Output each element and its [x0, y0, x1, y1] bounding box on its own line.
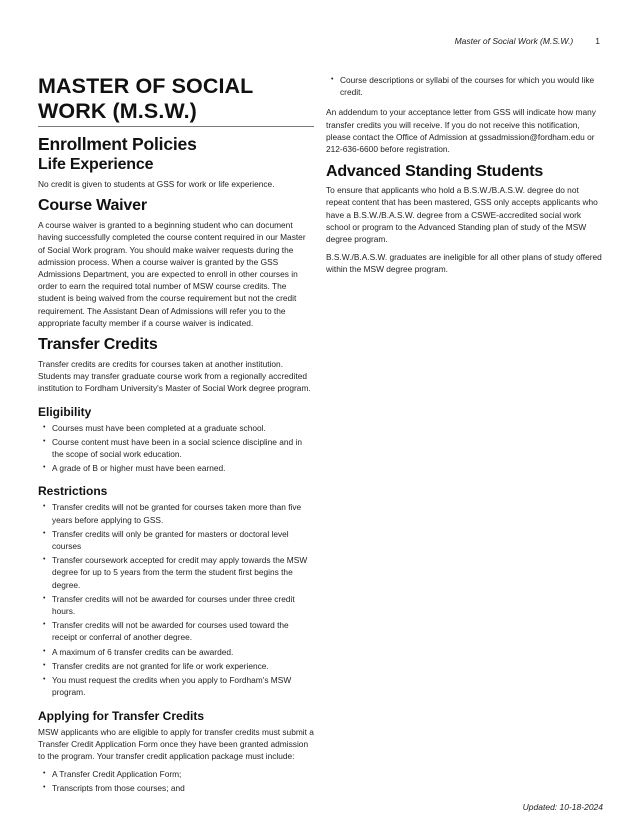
list-item: • Transcripts from those courses; and	[38, 782, 314, 794]
course-waiver-heading: Course Waiver	[38, 197, 147, 215]
list-item: • Courses must have been completed at a graduate school.	[38, 422, 314, 434]
restrictions-heading: Restrictions	[38, 484, 108, 499]
transfer-credits-text: Transfer credits are credits for courses taken at another institution. Students may transfer graduate course work from a regionally accredited institution to Fordham University's Master of Social Work degree program.	[38, 359, 311, 394]
list-item: • Course content must have been in a social science discipline and in the scope of social work education.	[38, 436, 314, 460]
course-waiver-text: A course waiver is granted to a beginning student who can document having successfully completed the course content required in our Master of Social Work program. You should make waiver requests during the admission process. When a course waiver is granted by the GSS Admissions Department, you are expected to enroll in other courses in order to earn the required total number of MSW course credits. The student is being waived from the course requirement but not the credit requirement. The Assistant Dean of Admissions will refer you to the appropriate faculty member if a course waiver is indicated.	[38, 220, 306, 328]
right-column	[326, 74, 602, 276]
running-title: Master of Social Work (M.S.W.)	[454, 36, 574, 46]
list-item: • Transfer credits are not granted for life or work experience.	[38, 660, 314, 672]
list-item: • Transfer credits will not be awarded for courses used toward the receipt or conferral of another degree.	[38, 619, 314, 643]
list-item: • A grade of B or higher must have been earned.	[38, 462, 314, 474]
application-package-list-continued	[326, 74, 602, 98]
life-experience-heading: Life Experience	[38, 156, 154, 173]
list-item: • Transfer credits will not be granted for courses taken more than five years before applying to GSS.	[38, 501, 314, 525]
enrollment-policies-heading: Enrollment Policies	[38, 134, 197, 154]
applying-heading: Applying for Transfer Credits	[38, 708, 205, 723]
transfer-credits-heading: Transfer Credits	[38, 336, 158, 354]
addendum-text: An addendum to your acceptance letter from GSS will indicate how many transfer credits you will receive. If you do not receive this notification, please contact the Office of Admission at gssadmission@fordham.edu or 212-636-6600 before registration.	[326, 107, 596, 155]
list-item: • A Transfer Credit Application Form;	[38, 768, 314, 780]
eligibility-heading: Eligibility	[38, 404, 92, 419]
advanced-standing-text: To ensure that applicants who hold a B.S.W./B.A.S.W. degree do not repeat content that has been mastered, GSS only accepts applicants who have a B.S.W./B.A.S.W. degree from a CSWE-accredited social work school or program to the Advanced Standing plan of study of the MSW degree program.	[326, 185, 598, 245]
list-item: • Course descriptions or syllabi of the courses for which you would like credit.	[326, 74, 602, 98]
life-experience-text: No credit is given to students at GSS for work or life experience.	[38, 179, 275, 189]
list-item: • You must request the credits when you apply to Fordham's MSW program.	[38, 674, 314, 698]
list-item: • Transfer coursework accepted for credit may apply towards the MSW degree for up to 5 years from the term the student first begins the degree.	[38, 554, 314, 591]
advanced-standing-heading: Advanced Standing Students	[326, 163, 544, 181]
restrictions-list	[38, 501, 314, 698]
page-number: 1	[595, 36, 600, 46]
list-item: • A maximum of 6 transfer credits can be awarded.	[38, 646, 314, 658]
advanced-standing-ineligible-text: B.S.W./B.A.S.W. graduates are ineligible for all other plans of study offered within the MSW degree program.	[326, 252, 602, 275]
page-title: MASTER OF SOCIAL WORK (M.S.W.)	[38, 74, 314, 127]
list-item: • Transfer credits will not be awarded for courses under three credit hours.	[38, 593, 314, 617]
applying-text: MSW applicants who are eligible to apply for transfer credits must submit a Transfer Credit Application Form once they have been granted admission to the program. Your transfer credit application package must include:	[38, 726, 314, 761]
list-item: • Transfer credits will only be granted for masters or doctoral level courses	[38, 528, 314, 552]
left-column	[38, 74, 314, 797]
eligibility-list	[38, 422, 314, 475]
application-package-list	[38, 768, 314, 794]
footer-updated: Updated: 10-18-2024	[522, 802, 603, 812]
running-header	[455, 36, 600, 46]
